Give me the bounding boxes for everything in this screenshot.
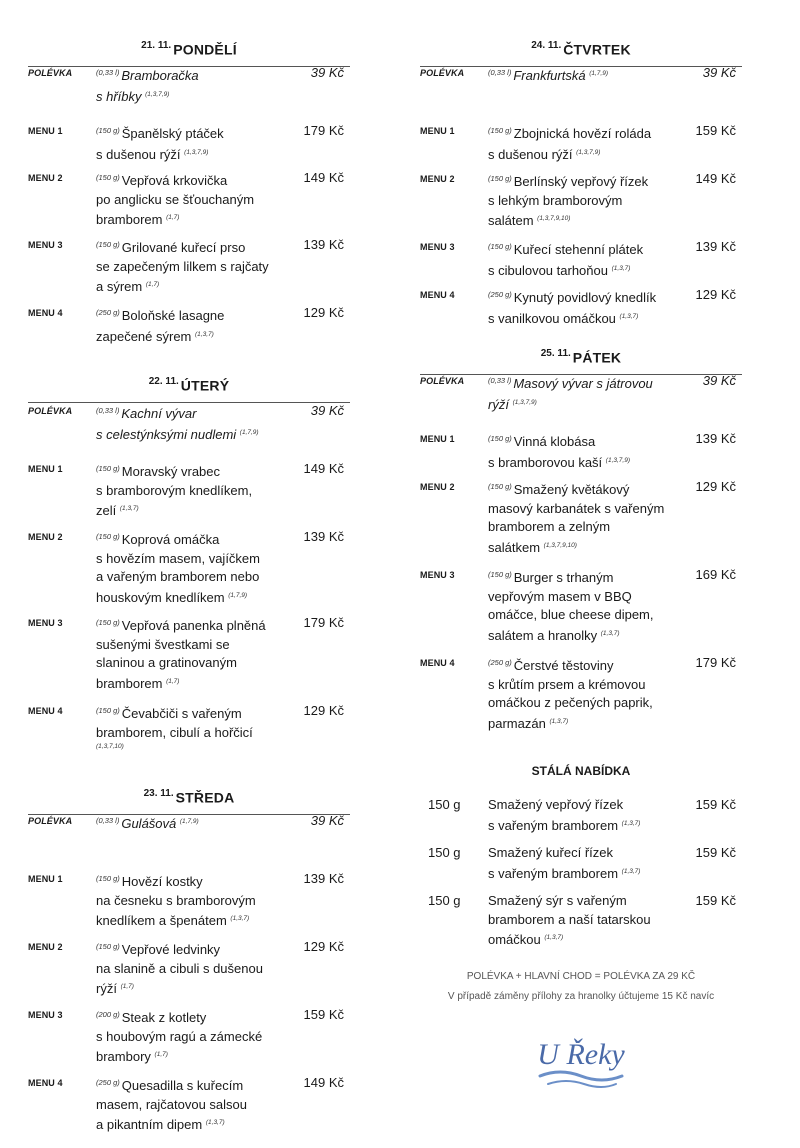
dish-line: slaninou a gratinovaným bbox=[96, 655, 237, 670]
dish-line: omáčkou bbox=[488, 932, 541, 947]
dish-line: Moravský vrabec bbox=[121, 464, 221, 479]
allergens: (1,3,7,9) bbox=[576, 148, 601, 156]
price: 149 Kč bbox=[303, 1075, 344, 1090]
dish-name bbox=[96, 236, 286, 297]
dish-line: Boloňské lasagne bbox=[121, 308, 225, 323]
allergens: (1,3,7,9,10) bbox=[537, 215, 571, 222]
price: 179 Kč bbox=[303, 615, 344, 630]
dish-line: a sýrem bbox=[96, 279, 143, 294]
menu-label: MENU 3 bbox=[420, 242, 455, 252]
dish-name bbox=[96, 1006, 286, 1067]
dish-line: Frankfurtská bbox=[513, 68, 586, 83]
dish-line: Bramboračka bbox=[121, 68, 199, 83]
dish-line: Kachní vývar bbox=[121, 406, 197, 421]
dish-line: brambory bbox=[96, 1049, 151, 1064]
menu-label: MENU 4 bbox=[420, 290, 455, 300]
price: 139 Kč bbox=[695, 239, 736, 254]
allergens: (1,7) bbox=[166, 677, 180, 685]
allergens: (1,7) bbox=[120, 983, 134, 990]
day-name: PÁTEK bbox=[572, 349, 622, 366]
menu-label: MENU 3 bbox=[28, 240, 63, 250]
day-section bbox=[28, 376, 350, 750]
allergens: (1,3,7,9) bbox=[605, 456, 631, 464]
dish-line: s vařeným bramborem bbox=[488, 865, 619, 881]
dish-line: s houbovým ragú a zámecké bbox=[96, 1028, 263, 1044]
dish-line: Vepřová krkovička bbox=[121, 173, 228, 188]
menu-label: MENU 1 bbox=[28, 126, 63, 136]
price: 39 Kč bbox=[702, 373, 736, 388]
allergens: (1,3,7) bbox=[611, 264, 631, 272]
portion-weight: (0,33 l) bbox=[96, 68, 120, 77]
price: 179 Kč bbox=[695, 655, 736, 670]
portion-weight: (150 g) bbox=[488, 242, 512, 251]
portion-weight: (150 g) bbox=[488, 434, 512, 443]
dish-name bbox=[96, 304, 286, 346]
allergens: (1,7,9) bbox=[239, 428, 259, 436]
soup-name bbox=[488, 64, 678, 86]
dish-line: Smažený kuřecí řízek bbox=[488, 845, 613, 860]
dish-name bbox=[488, 478, 678, 557]
price: 139 Kč bbox=[303, 529, 344, 544]
dish-name bbox=[96, 938, 286, 999]
dish-line: Vepřové ledvinky bbox=[121, 942, 221, 957]
price: 39 Kč bbox=[310, 65, 344, 80]
day-name: ČTVRTEK bbox=[563, 41, 631, 58]
menu-label: MENU 4 bbox=[28, 706, 63, 716]
day-date: 21. 11. bbox=[141, 40, 172, 51]
price: 129 Kč bbox=[303, 939, 344, 954]
portion-weight: (150 g) bbox=[96, 942, 120, 951]
u-reky-logo bbox=[526, 1030, 636, 1100]
allergens: (1,3,7,9) bbox=[512, 398, 537, 406]
price: 129 Kč bbox=[695, 479, 736, 494]
menu-label: MENU 2 bbox=[420, 482, 455, 492]
allergens: (1,3,7,9) bbox=[145, 90, 170, 98]
dish-line: masový karbanátek s vařeným bbox=[488, 500, 665, 516]
day-header bbox=[28, 788, 350, 814]
dish-line: Čevabčiči s vařeným bbox=[121, 706, 242, 721]
dish-name bbox=[96, 1074, 286, 1135]
dish-line: s cibulovou tarhoňou bbox=[488, 262, 608, 278]
portion-weight: (0,33 l) bbox=[488, 376, 512, 385]
menu-label: MENU 3 bbox=[28, 618, 63, 628]
allergens: (1,3,7,10) bbox=[96, 743, 124, 750]
dish-line: s bramborovou kaší bbox=[488, 454, 603, 470]
soup-label: POLÉVKA bbox=[28, 68, 73, 78]
day-date: 25. 11. bbox=[540, 348, 571, 359]
portion-weight: (150 g) bbox=[96, 464, 120, 473]
menu-label: MENU 2 bbox=[28, 942, 63, 952]
dish-line: s krůtím prsem a krémovou bbox=[488, 676, 646, 692]
dish-line: Čerstvé těstoviny bbox=[513, 658, 614, 673]
dish-line: bramborem bbox=[96, 675, 163, 691]
portion-weight: (150 g) bbox=[96, 532, 120, 541]
menu-label: MENU 3 bbox=[28, 1010, 63, 1020]
price: 149 Kč bbox=[303, 461, 344, 476]
dish-line: s hříbky bbox=[96, 88, 142, 104]
logo-wave bbox=[548, 1081, 616, 1087]
dish-name bbox=[488, 796, 678, 835]
day-header bbox=[420, 40, 742, 66]
allergens: (1,3,7,9,10) bbox=[543, 541, 577, 549]
dish-line: se zapečeným lilkem s rajčaty bbox=[96, 258, 269, 274]
dish-line: Vepřová panenka plněná bbox=[121, 618, 266, 633]
price: 139 Kč bbox=[303, 237, 344, 252]
allergens: (1,3,7) bbox=[119, 505, 139, 512]
dish-line: s celestýnksými nudlemi bbox=[96, 426, 237, 442]
price: 159 Kč bbox=[695, 797, 736, 812]
dish-name bbox=[488, 844, 678, 883]
day-header bbox=[28, 376, 350, 402]
price: 149 Kč bbox=[695, 171, 736, 186]
day-section bbox=[420, 348, 742, 731]
portion-weight: (200 g) bbox=[96, 1010, 120, 1019]
dish-line: bramborem, cibulí a hořčicí bbox=[96, 724, 253, 740]
price: 129 Kč bbox=[303, 305, 344, 320]
dish-line: bramborem a zelným bbox=[488, 519, 611, 534]
price: 169 Kč bbox=[695, 567, 736, 582]
menu-label: MENU 2 bbox=[420, 174, 455, 184]
portion-weight: (0,33 l) bbox=[96, 406, 120, 415]
price: 159 Kč bbox=[695, 893, 736, 908]
price: 159 Kč bbox=[303, 1007, 344, 1022]
day-section bbox=[420, 40, 742, 400]
allergens: (1,7) bbox=[154, 1051, 168, 1058]
menu-label: MENU 4 bbox=[420, 658, 455, 668]
price: 139 Kč bbox=[303, 871, 344, 886]
portion-weight: (250 g) bbox=[96, 308, 120, 317]
portion-weight: (150 g) bbox=[96, 126, 120, 135]
day-header bbox=[420, 348, 742, 374]
allergens: (1,3,7,9) bbox=[184, 148, 209, 156]
dish-line: s vanilkovou omáčkou bbox=[488, 310, 616, 326]
allergens: (1,7,9) bbox=[228, 591, 248, 599]
dish-line: Steak z kotlety bbox=[121, 1010, 207, 1025]
dish-name bbox=[96, 460, 286, 521]
dish-name bbox=[488, 238, 678, 280]
portion-weight: (250 g) bbox=[96, 1078, 120, 1087]
menu-label: MENU 4 bbox=[28, 308, 63, 318]
dish-line: Gulášová bbox=[121, 816, 177, 831]
price: 129 Kč bbox=[695, 287, 736, 302]
allergens: (1,3,7) bbox=[549, 717, 569, 725]
dish-name bbox=[488, 892, 678, 950]
allergens: (1,3,7) bbox=[600, 629, 620, 637]
soup-name bbox=[488, 372, 678, 414]
day-section bbox=[28, 788, 350, 1148]
dish-line: Smažený sýr s vařeným bbox=[488, 893, 627, 908]
day-name: STŘEDA bbox=[175, 789, 235, 806]
portion-weight: 150 g bbox=[428, 797, 461, 812]
price: 159 Kč bbox=[695, 123, 736, 138]
price: 179 Kč bbox=[303, 123, 344, 138]
dish-line: zelí bbox=[96, 503, 117, 518]
price: 159 Kč bbox=[695, 845, 736, 860]
dish-line: Hovězí kostky bbox=[121, 874, 203, 889]
portion-weight: (150 g) bbox=[96, 618, 120, 627]
dish-line: salátkem bbox=[488, 539, 541, 555]
portion-weight: (150 g) bbox=[96, 706, 120, 715]
day-date: 22. 11. bbox=[148, 376, 179, 387]
dish-line: a vařeným bramborem nebo bbox=[96, 569, 260, 584]
dish-name bbox=[488, 286, 678, 328]
allergens: (1,3,7) bbox=[230, 915, 250, 922]
dish-line: parmazán bbox=[488, 715, 546, 731]
dish-line: salátem bbox=[488, 213, 534, 228]
dish-line: rýží bbox=[488, 396, 509, 412]
portion-weight: (0,33 l) bbox=[96, 816, 120, 825]
day-name: ÚTERÝ bbox=[180, 377, 230, 394]
dish-line: bramborem bbox=[96, 212, 163, 227]
portion-weight: 150 g bbox=[428, 845, 461, 860]
menu-label: MENU 2 bbox=[28, 532, 63, 542]
dish-line: sušenými švestkami se bbox=[96, 636, 230, 652]
dish-line: omáčce, blue cheese dipem, bbox=[488, 607, 654, 622]
soup-label: POLÉVKA bbox=[420, 68, 465, 78]
portion-weight: (150 g) bbox=[488, 570, 512, 579]
dish-line: na česneku s bramborovým bbox=[96, 892, 256, 908]
allergens: (1,3,7) bbox=[544, 934, 564, 941]
allergens: (1,3,7) bbox=[619, 312, 639, 320]
dish-line: Berlínský vepřový řízek bbox=[513, 174, 649, 189]
dish-line: vepřovým masem v BBQ bbox=[488, 588, 632, 604]
price: 149 Kč bbox=[303, 170, 344, 185]
portion-weight: (0,33 l) bbox=[488, 68, 512, 77]
portion-weight: (150 g) bbox=[96, 240, 120, 249]
dish-line: s vařeným bramborem bbox=[488, 817, 619, 833]
soup-label: POLÉVKA bbox=[28, 816, 73, 826]
allergens: (1,7,9) bbox=[179, 818, 199, 825]
dish-name bbox=[488, 566, 678, 645]
dish-line: Koprová omáčka bbox=[121, 532, 220, 547]
price: 139 Kč bbox=[695, 431, 736, 446]
dish-name bbox=[96, 614, 286, 693]
day-section bbox=[28, 40, 350, 400]
allergens: (1,3,7) bbox=[205, 1119, 225, 1126]
dish-line: a pikantním dipem bbox=[96, 1117, 203, 1132]
dish-line: s lehkým bramborovým bbox=[488, 192, 623, 208]
portion-weight: (150 g) bbox=[488, 174, 512, 183]
dish-line: omáčkou z pečených paprik, bbox=[488, 695, 653, 710]
dish-line: s dušenou rýží bbox=[488, 146, 573, 162]
dish-line: Masový vývar s játrovou bbox=[513, 376, 653, 391]
dish-name bbox=[96, 870, 286, 931]
dish-line: Vinná klobása bbox=[513, 434, 596, 449]
dish-name bbox=[488, 430, 678, 472]
dish-line: Kuřecí stehenní plátek bbox=[513, 242, 644, 257]
portion-weight: (150 g) bbox=[488, 126, 512, 135]
dish-name bbox=[488, 122, 678, 164]
menu-label: MENU 3 bbox=[420, 570, 455, 580]
dish-line: na slanině a cibuli s dušenou bbox=[96, 960, 263, 976]
dish-line: salátem a hranolky bbox=[488, 627, 598, 643]
dish-line: rýží bbox=[96, 981, 117, 996]
portion-weight: (250 g) bbox=[488, 658, 512, 667]
soup-label: POLÉVKA bbox=[28, 406, 73, 416]
dish-line: Smažený vepřový řízek bbox=[488, 797, 624, 812]
day-date: 24. 11. bbox=[531, 40, 562, 51]
portion-weight: 150 g bbox=[428, 893, 461, 908]
price: 39 Kč bbox=[310, 813, 344, 828]
price: 129 Kč bbox=[303, 703, 344, 718]
day-date: 23. 11. bbox=[143, 788, 174, 799]
dish-line: knedlíkem a špenátem bbox=[96, 913, 227, 928]
allergens: (1,7) bbox=[145, 281, 160, 288]
dish-line: zapečené sýrem bbox=[96, 328, 192, 344]
soup-label: POLÉVKA bbox=[420, 376, 465, 386]
dish-line: s bramborovým knedlíkem, bbox=[96, 482, 253, 498]
allergens: (1,7) bbox=[166, 214, 180, 221]
dish-line: s dušenou rýží bbox=[96, 146, 181, 162]
soup-name bbox=[96, 64, 286, 106]
dish-line: Quesadilla s kuřecím bbox=[121, 1078, 244, 1093]
allergens: (1,3,7) bbox=[621, 819, 641, 827]
allergens: (1,3,7) bbox=[195, 330, 214, 338]
dish-line: Kynutý povidlový knedlík bbox=[513, 290, 657, 305]
fries-note: V případě záměny přílohy za hranolky účtujeme 15 Kč navíc bbox=[447, 991, 715, 1002]
portion-weight: (250 g) bbox=[488, 290, 512, 299]
allergens: (1,7,9) bbox=[589, 70, 609, 77]
soup-name bbox=[96, 402, 286, 444]
portion-weight: (150 g) bbox=[96, 874, 120, 883]
menu-label: MENU 4 bbox=[28, 1078, 63, 1088]
dish-name bbox=[488, 654, 678, 733]
menu-label: MENU 1 bbox=[420, 126, 455, 136]
dish-line: Španělský ptáček bbox=[121, 126, 224, 141]
price: 39 Kč bbox=[310, 403, 344, 418]
dish-line: Burger s trhaným bbox=[513, 570, 614, 585]
dish-name bbox=[96, 169, 286, 230]
dish-name bbox=[96, 528, 286, 607]
day-header bbox=[28, 40, 350, 66]
menu-label: MENU 1 bbox=[28, 874, 63, 884]
dish-name bbox=[488, 170, 678, 231]
soup-name bbox=[96, 812, 286, 834]
logo-wave bbox=[540, 1072, 622, 1080]
dish-line: s hovězím masem, vajíčkem bbox=[96, 550, 260, 566]
combo-note: POLÉVKA + HLAVNÍ CHOD = POLÉVKA ZA 29 KČ bbox=[466, 971, 696, 982]
dish-line: Grilované kuřecí prso bbox=[121, 240, 246, 255]
menu-label: MENU 1 bbox=[420, 434, 455, 444]
dish-line: houskovým knedlíkem bbox=[96, 589, 225, 605]
dish-line: masem, rajčatovou salsou bbox=[96, 1096, 248, 1112]
dish-line: bramborem a naší tatarskou bbox=[488, 911, 651, 927]
allergens: (1,3,7) bbox=[621, 867, 641, 875]
dish-line: po anglicku se šťouchaným bbox=[96, 191, 255, 207]
menu-label: MENU 1 bbox=[28, 464, 63, 474]
price: 39 Kč bbox=[702, 65, 736, 80]
portion-weight: (150 g) bbox=[488, 482, 512, 491]
menu-label: MENU 2 bbox=[28, 173, 63, 183]
dish-name bbox=[96, 702, 286, 751]
dish-line: Smažený květákový bbox=[513, 482, 630, 497]
dish-line: Zbojnická hovězí roláda bbox=[513, 126, 652, 141]
day-name: PONDĚLÍ bbox=[173, 41, 237, 58]
dish-name bbox=[96, 122, 286, 164]
logo-text: U Řeky bbox=[537, 1038, 625, 1071]
permanent-offer-title: STÁLÁ NABÍDKA bbox=[531, 764, 631, 778]
portion-weight: (150 g) bbox=[96, 173, 120, 182]
